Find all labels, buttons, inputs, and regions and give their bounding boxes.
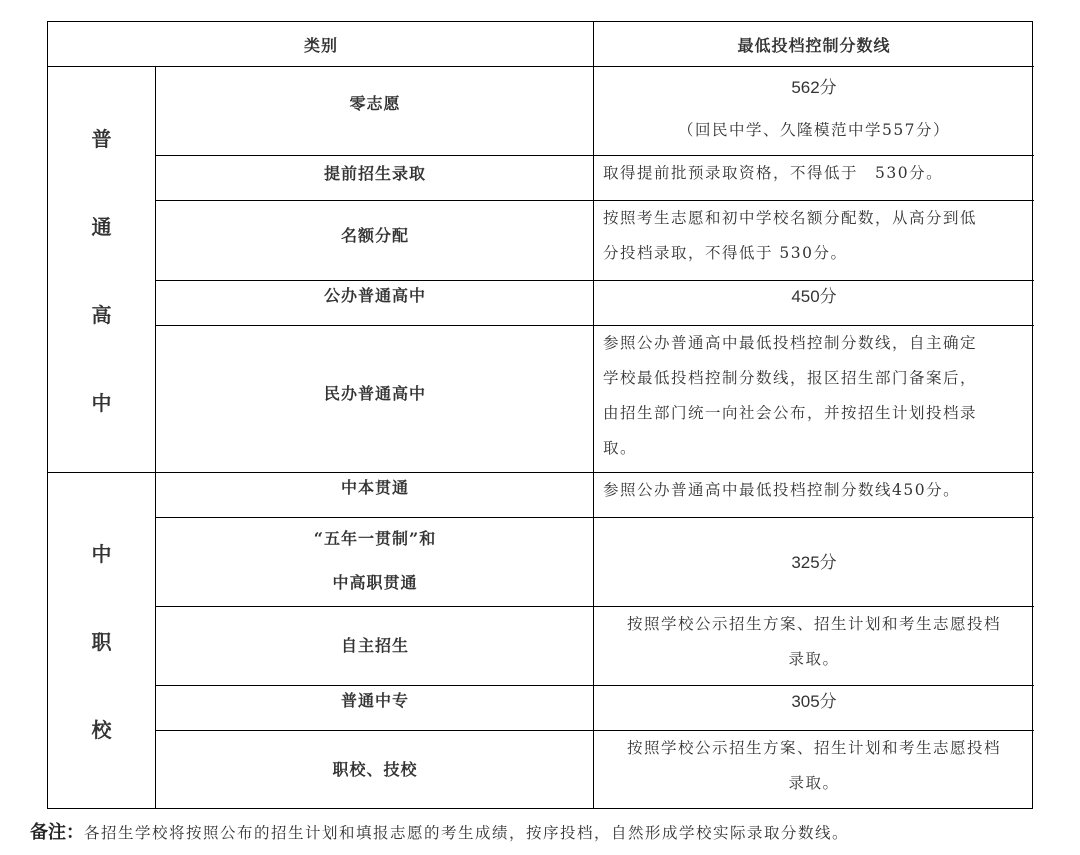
category-zero-preference bbox=[156, 67, 594, 155]
category-secondary-technical bbox=[156, 686, 594, 730]
footnote-text: 各招生学校将按照公布的招生计划和填报志愿的考生成绩，按序投档，自然形成学校实际录取分数线。 bbox=[84, 824, 850, 842]
value-text: 录取。 bbox=[788, 774, 840, 792]
value-five-year-program bbox=[594, 518, 1034, 606]
category-private-high-school bbox=[156, 326, 594, 472]
value-text: 参照公办普通高中最低投档控制分数线450分。 bbox=[603, 481, 961, 499]
value-text: 取得提前批预录取资格，不得低于 530分。 bbox=[603, 164, 944, 182]
category-text: 公办普通高中 bbox=[323, 286, 426, 305]
category-text: 中高职贯通 bbox=[332, 573, 418, 592]
value-vocational-technical-schools bbox=[594, 731, 1034, 809]
value-text: 450分 bbox=[791, 286, 837, 306]
value-text: 取。 bbox=[603, 439, 638, 457]
group-char: 职 bbox=[91, 630, 112, 654]
value-zero-preference bbox=[594, 67, 1034, 155]
category-public-high-school bbox=[156, 281, 594, 325]
group-char: 通 bbox=[91, 214, 112, 239]
admission-score-table bbox=[47, 21, 1033, 809]
footnote bbox=[30, 818, 849, 844]
group-label-vocational-school bbox=[48, 473, 155, 809]
group-char: 校 bbox=[91, 718, 112, 742]
value-text: 学校最低投档控制分数线，报区招生部门备案后， bbox=[603, 369, 978, 387]
header-category bbox=[48, 22, 594, 67]
category-text: “五年一贯制”和 bbox=[313, 529, 437, 548]
category-secondary-undergraduate bbox=[156, 473, 594, 517]
header-category-text: 类别 bbox=[303, 36, 338, 55]
category-text: 提前招生录取 bbox=[323, 164, 426, 183]
value-secondary-undergraduate bbox=[594, 473, 1034, 517]
category-five-year-program bbox=[156, 518, 594, 606]
value-independent-admission bbox=[594, 607, 1034, 685]
value-secondary-technical bbox=[594, 686, 1034, 730]
group-char: 中 bbox=[91, 542, 112, 566]
group-char: 普 bbox=[91, 126, 112, 151]
category-text: 中本贯通 bbox=[340, 478, 409, 497]
value-early-admission bbox=[594, 156, 1034, 200]
group-char: 高 bbox=[91, 302, 112, 327]
value-text: 录取。 bbox=[788, 650, 840, 668]
value-text: 按照学校公示招生方案、招生计划和考生志愿投档 bbox=[626, 739, 1001, 757]
value-text: 分投档录取，不得低于 530分。 bbox=[603, 244, 848, 262]
category-text: 名额分配 bbox=[340, 225, 409, 245]
header-score-line-text: 最低投档控制分数线 bbox=[737, 36, 891, 55]
category-text: 零志愿 bbox=[349, 94, 401, 113]
category-quota-allocation bbox=[156, 201, 594, 280]
category-text: 民办普通高中 bbox=[323, 384, 426, 403]
header-score-line bbox=[594, 22, 1034, 67]
category-independent-admission bbox=[156, 607, 594, 685]
group-char: 中 bbox=[91, 390, 112, 415]
category-vocational-technical-schools bbox=[156, 731, 594, 809]
category-text: 职校、技校 bbox=[332, 760, 418, 779]
value-text: 按照学校公示招生方案、招生计划和考生志愿投档 bbox=[626, 615, 1001, 633]
value-text: （回民中学、久隆模范中学557分） bbox=[677, 121, 951, 139]
category-text: 自主招生 bbox=[340, 636, 409, 655]
value-text: 325分 bbox=[791, 552, 837, 572]
group-label-general-high-school bbox=[48, 67, 155, 472]
value-text: 305分 bbox=[791, 691, 837, 711]
value-text: 参照公办普通高中最低投档控制分数线，自主确定 bbox=[603, 334, 978, 352]
value-public-high-school bbox=[594, 281, 1034, 325]
value-quota-allocation bbox=[594, 201, 1034, 280]
value-text: 由招生部门统一向社会公布，并按招生计划投档录 bbox=[603, 404, 978, 422]
value-private-high-school bbox=[594, 326, 1034, 472]
footnote-label: 备注： bbox=[30, 822, 84, 843]
value-text: 按照考生志愿和初中学校名额分配数，从高分到低 bbox=[603, 209, 978, 227]
category-early-admission bbox=[156, 156, 594, 200]
value-text: 562分 bbox=[791, 78, 837, 97]
category-text: 普通中专 bbox=[340, 691, 409, 710]
